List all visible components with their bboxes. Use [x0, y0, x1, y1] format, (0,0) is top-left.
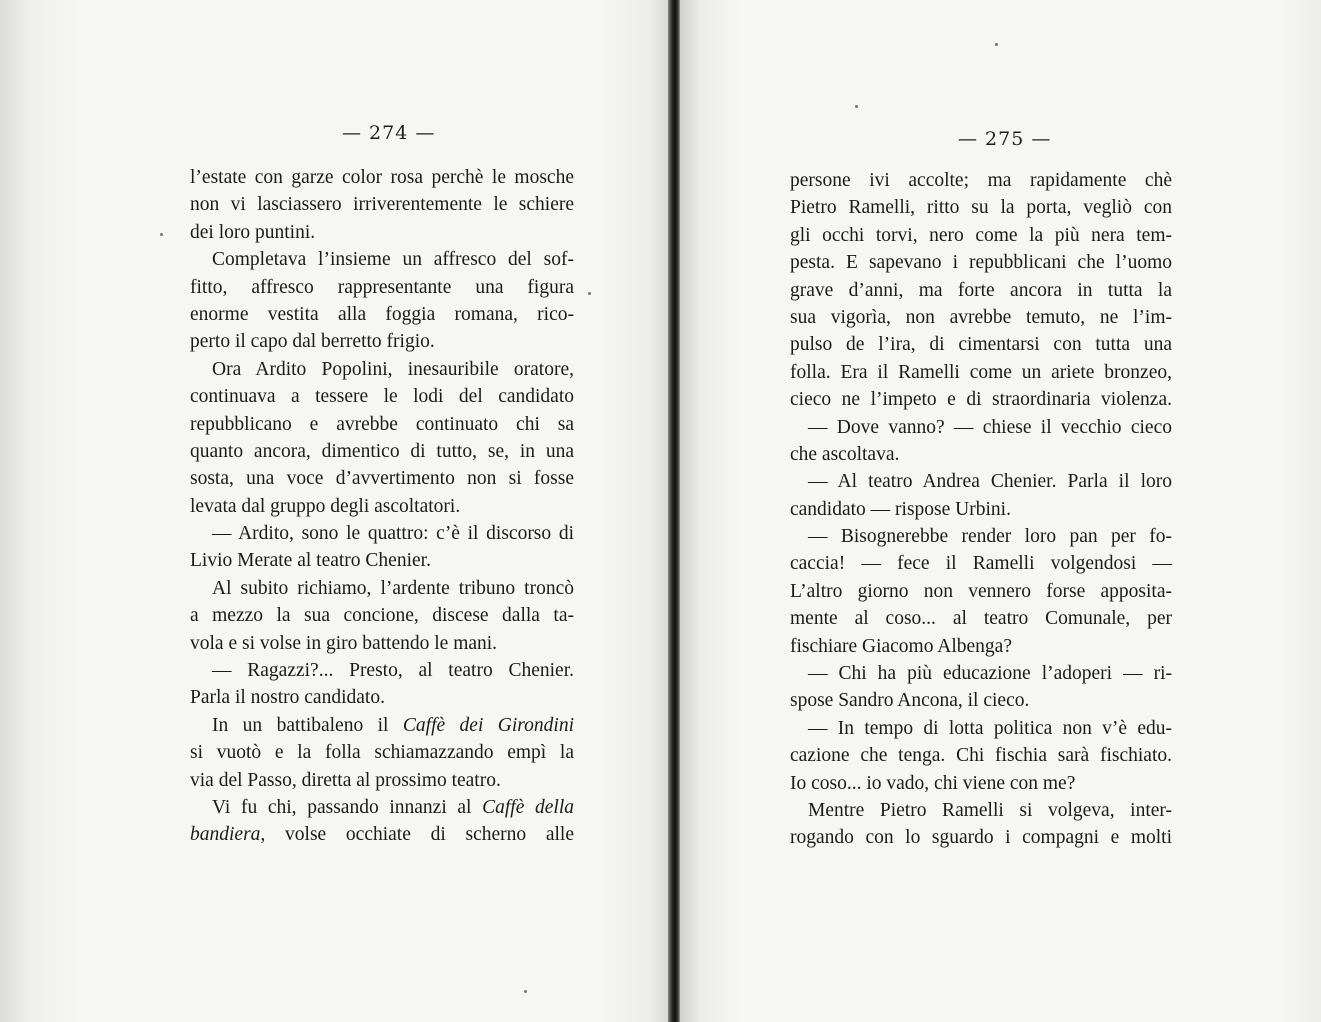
right-page: [680, 0, 1321, 1022]
text-line: Io coso... io vado, chi viene con me?: [790, 772, 1076, 794]
text-line: — Bisognerebbe render loro pan per fo-: [808, 526, 1172, 548]
text-line: dei loro puntini.: [190, 221, 316, 243]
text-line: pesta. E sapevano i repubblicani che l’uomo: [790, 252, 1172, 274]
text-line: Parla il nostro candidato.: [190, 687, 385, 709]
text-line: spose Sandro Ancona, il cieco.: [790, 690, 1030, 712]
text-line: — Al teatro Andrea Chenier. Parla il loro: [808, 471, 1172, 493]
text-line: Completava l’insieme un affresco del sof-: [212, 249, 574, 271]
text-line: Mentre Pietro Ramelli si volgeva, inter-: [808, 799, 1172, 821]
text-line: Livio Merate al teatro Chenier.: [190, 550, 431, 572]
text-line: grave d’anni, ma forte ancora in tutta la: [790, 279, 1172, 301]
text-line: — In tempo di lotta politica non v’è edu-: [808, 717, 1172, 739]
text-line: sua vigorìa, non avrebbe temuto, ne l’im-: [790, 306, 1172, 328]
text-line: [190, 821, 574, 848]
text-line: cazione che tenga. Chi fischia sarà fischiato.: [790, 745, 1172, 767]
text-line: rogando con lo sguardo i compagni e molti: [790, 827, 1172, 849]
text-line: Al subito richiamo, l’ardente tribuno troncò: [212, 577, 574, 599]
text-line: a mezzo la sua concione, discese dalla ta-: [190, 605, 574, 627]
text-line: pulso de l’ira, di cimentarsi con tutta una: [790, 334, 1172, 356]
text-line: Pietro Ramelli, ritto su la porta, vegliò con: [790, 197, 1172, 219]
right-page-text: [790, 167, 1172, 852]
left-page-number: — 274 —: [342, 122, 436, 144]
text-line: L’altro giorno non vennero forse apposita-: [790, 580, 1172, 602]
text-line: [190, 794, 574, 821]
right-page-number: — 275 —: [958, 128, 1052, 150]
text-line: — Chi ha più educazione l’adoperi — ri-: [808, 663, 1172, 685]
text-line: quanto ancora, dimentico di tutto, se, in una: [190, 440, 574, 462]
text-line: fischiare Giacomo Albenga?: [790, 635, 1012, 657]
text-line: enorme vestita alla foggia romana, rico-: [190, 303, 574, 325]
paper-speck: [995, 43, 998, 46]
text-line: folla. Era il Ramelli come un ariete bronzeo,: [790, 361, 1172, 383]
text-run: Vi fu chi, passando innanzi al: [212, 796, 483, 818]
paper-speck: [855, 105, 858, 108]
text-run: volse occhiate di scherno alle: [265, 824, 574, 846]
text-line: via del Passo, diretta al prossimo teatro.: [190, 769, 501, 791]
text-line: Ora Ardito Popolini, inesauribile oratore,: [212, 358, 574, 380]
text-line: candidato — rispose Urbini.: [790, 498, 1011, 520]
text-line: — Dove vanno? — chiese il vecchio cieco: [808, 416, 1172, 438]
text-line: perto il capo dal berretto frigio.: [190, 331, 435, 353]
text-line: continuava a tessere le lodi del candidato: [190, 386, 574, 408]
text-line: non vi lasciassero irriverentemente le schiere: [190, 194, 574, 216]
text-line: si vuotò e la folla schiamazzando empì la: [190, 742, 574, 764]
book-gutter: [668, 0, 680, 1022]
left-page-text: [190, 164, 574, 849]
italic-run: Caffè della: [482, 796, 574, 818]
italic-run: bandiera,: [190, 824, 266, 846]
text-line: levata dal gruppo degli ascoltatori.: [190, 495, 461, 517]
text-line: gli occhi torvi, nero come la più nera tem-: [790, 224, 1172, 246]
text-run: In un battibaleno il: [212, 714, 403, 736]
text-line: sosta, una voce d’avvertimento non si fosse: [190, 468, 574, 490]
italic-run: Caffè dei Girondini: [402, 714, 574, 736]
text-line: l’estate con garze color rosa perchè le mosche: [190, 167, 574, 188]
text-line: caccia! — fece il Ramelli volgendosi —: [790, 553, 1172, 575]
text-line: [190, 712, 574, 739]
text-line: fitto, affresco rappresentante una figura: [190, 276, 574, 298]
text-line: repubblicano e avrebbe continuato chi sa: [190, 413, 574, 435]
text-line: mente al coso... al teatro Comunale, per: [790, 608, 1172, 630]
text-line: che ascoltava.: [790, 443, 900, 465]
text-line: — Ragazzi?... Presto, al teatro Chenier.: [212, 660, 574, 682]
paper-speck: [160, 233, 163, 236]
text-line: vola e si volse in giro battendo le mani.: [190, 632, 498, 654]
text-line: persone ivi accolte; ma rapidamente chè: [790, 170, 1172, 191]
text-line: — Ardito, sono le quattro: c’è il discorso di: [212, 523, 574, 545]
text-line: cieco ne l’impeto e di straordinaria violenza.: [790, 389, 1172, 411]
paper-speck: [588, 292, 591, 295]
paper-speck: [524, 990, 527, 993]
